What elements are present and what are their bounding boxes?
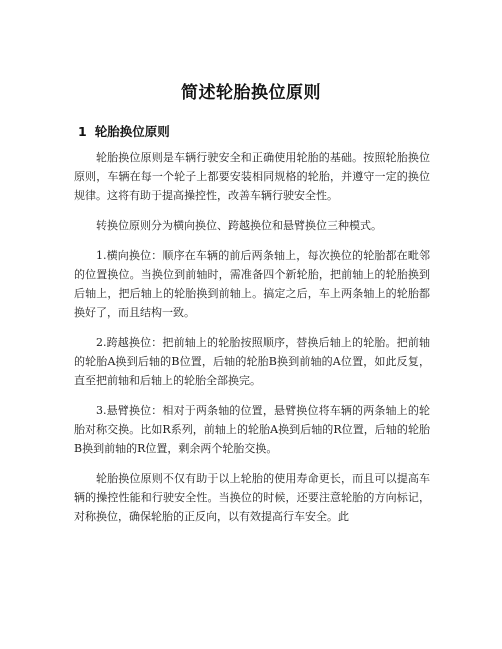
- paragraph-cantilever-rotation: 3.悬臂换位：相对于两条轴的位置，悬臂换位将车辆的两条轴上的轮胎对称交换。比如R系列，前轴上的轮胎A换到后轴的R位置，后轴的轮胎B换到前轴的R位置，剩余两个轮胎交换。: [74, 404, 430, 455]
- paragraph-modes: 转换位原则分为横向换位、跨越换位和悬臂换位三种模式。: [96, 219, 382, 232]
- paragraph-intro: 轮胎换位原则是车辆行驶安全和正确使用轮胎的基础。按照轮胎换位原则，车辆在每一个轮子上都要安装相同规格的轮胎，并遵守一定的换位规律。这将有助于提高操控性，改善车辆行驶安全性。: [74, 151, 430, 202]
- document-title: 简述轮胎换位原则: [181, 83, 321, 103]
- paragraph-lateral-rotation: 1.横向换位：顺序在车辆的前后两条轴上，每次换位的轮胎都在毗邻的位置换位。当换位到前轴时，需准备四个新轮胎，把前轴上的轮胎换到后轴上，把后轴上的轮胎换到前轴上。搞定之后，车上两条轴上的轮胎都换好了，而且结构一致。: [74, 249, 430, 319]
- paragraph-cross-rotation: 2.跨越换位：把前轴上的轮胎按照顺序，替换后轴上的轮胎。把前轴的轮胎A换到后轴的B位置，后轴的轮胎B换到前轴的A位置，如此反复，直至把前轴和后轴上的轮胎全部换完。: [74, 336, 430, 387]
- body-text: [74, 148, 430, 537]
- section-number: 1: [78, 124, 87, 139]
- section-heading: [78, 122, 170, 140]
- section-heading-text: 轮胎换位原则: [94, 124, 170, 139]
- paragraph-conclusion: 轮胎换位原则不仅有助于以上轮胎的使用寿命更长，而且可以提高车辆的操控性能和行驶安全性。当换位的时候，还要注意轮胎的方向标记，对称换位，确保轮胎的正反向，以有效提高行车安全。此: [74, 472, 430, 523]
